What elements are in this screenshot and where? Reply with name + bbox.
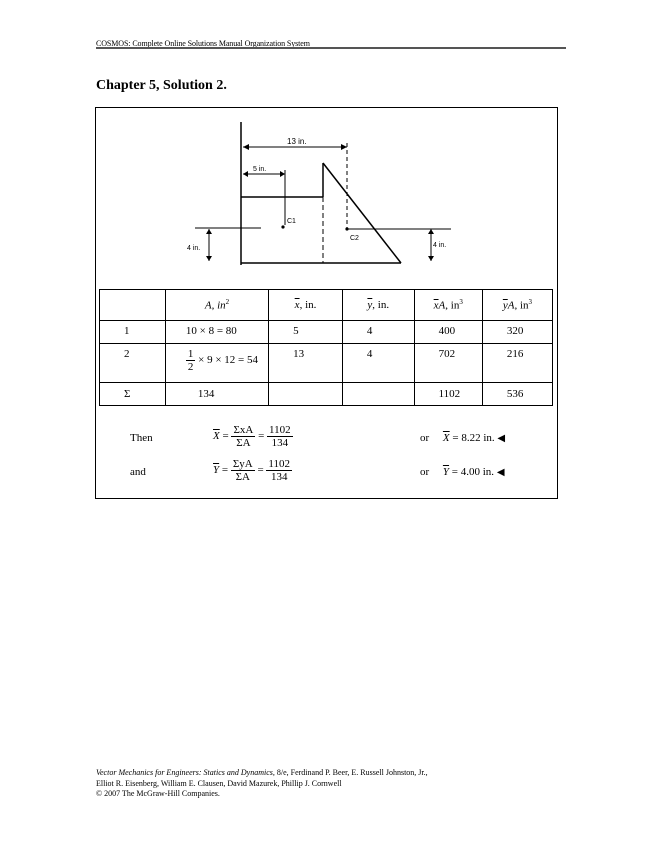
- arrowhead-icon: [243, 144, 249, 150]
- table-row: [100, 344, 553, 383]
- row-xbar: [269, 383, 343, 406]
- row-id: 2: [100, 344, 166, 383]
- row-ya: 320: [482, 321, 552, 344]
- then-label: Then: [130, 432, 153, 444]
- row-area: 10 × 8 = 80: [165, 321, 268, 344]
- page-header: COSMOS: Complete Online Solutions Manual Organization System: [96, 39, 310, 48]
- row-area: 134: [165, 383, 268, 406]
- c2-label: C2: [350, 235, 359, 242]
- row-xbar: 5: [269, 321, 343, 344]
- row-xbar: 13: [269, 344, 343, 383]
- arrowhead-icon: [341, 144, 347, 150]
- row-ya: 536: [482, 383, 552, 406]
- row-id: Σ: [100, 383, 166, 406]
- y-equation: $\overline{Y}$ = $\frac{\text{ΣyA}}{\Sigma A}$ = $\frac{1102}{134}$: [213, 458, 291, 484]
- row-ybar: [342, 383, 414, 406]
- triangle-hypotenuse: [323, 163, 401, 263]
- table-row: [100, 321, 553, 344]
- table-row-total: [100, 383, 553, 406]
- dim-5-label: 5 in.: [253, 166, 267, 173]
- row-id: 1: [100, 321, 166, 344]
- dim-4-left-label: 4 in.: [187, 245, 201, 252]
- area-figure: [187, 117, 455, 277]
- header-ybar: $\overline{y}$, in.: [342, 290, 414, 321]
- header-area: A, $in^2$: [165, 290, 268, 321]
- x-answer: or $\overline{X} = 8.22$ in. ◀: [420, 432, 506, 444]
- header-id: [100, 290, 166, 321]
- arrowhead-icon: [428, 229, 434, 234]
- header-xbar: $\overline{x}$, in.: [269, 290, 343, 321]
- half-fraction: $\frac{1}{2}$: [187, 348, 194, 374]
- page-footer: Vector Mechanics for Engineers: Statics and Dynamics, 8/e, Ferdinand P. Beer, E. Russell Johnston, Jr., Elliot R. Eisenberg, William E. Clausen, David Mazurek, Phillip J. Cornwell © 2007 The McGraw-Hill Companies.: [96, 768, 428, 798]
- row-xa: 1102: [414, 383, 482, 406]
- row-ya: 216: [482, 344, 552, 383]
- row-ybar: 4: [342, 321, 414, 344]
- row-xa: 400: [414, 321, 482, 344]
- dim-13-label: 13 in.: [287, 137, 307, 146]
- arrowhead-icon: [206, 229, 212, 234]
- y-answer: or $\overline{Y} = 4.00$ in. ◀: [420, 466, 505, 478]
- answer-marker-icon: ◀: [496, 467, 505, 478]
- header-rule: [96, 47, 566, 49]
- row-area: $\frac{1}{2}$ × 9 × 12 = 54: [165, 344, 268, 383]
- arrowhead-icon: [280, 171, 285, 177]
- centroid-table: [99, 289, 553, 406]
- arrowhead-icon: [428, 256, 434, 261]
- centroid-c1: [281, 225, 284, 228]
- table-header-row: [100, 290, 553, 321]
- and-label: and: [130, 466, 146, 478]
- arrowhead-icon: [243, 171, 248, 177]
- chapter-title: Chapter 5, Solution 2.: [96, 78, 227, 93]
- answer-marker-icon: ◀: [497, 433, 506, 444]
- row-ybar: 4: [342, 344, 414, 383]
- x-equation: $\overline{X}$ = $\frac{\text{ΣxA}}{\Sigma A}$ = $\frac{1102}{134}$: [213, 424, 291, 450]
- header-ya: $\overline{y}A$, $in^3$: [482, 290, 552, 321]
- row-xa: 702: [414, 344, 482, 383]
- c1-label: C1: [287, 218, 296, 225]
- header-xa: $\overline{x}A$, $in^3$: [414, 290, 482, 321]
- dim-4-right-label: 4 in.: [433, 242, 447, 249]
- arrowhead-icon: [206, 256, 212, 261]
